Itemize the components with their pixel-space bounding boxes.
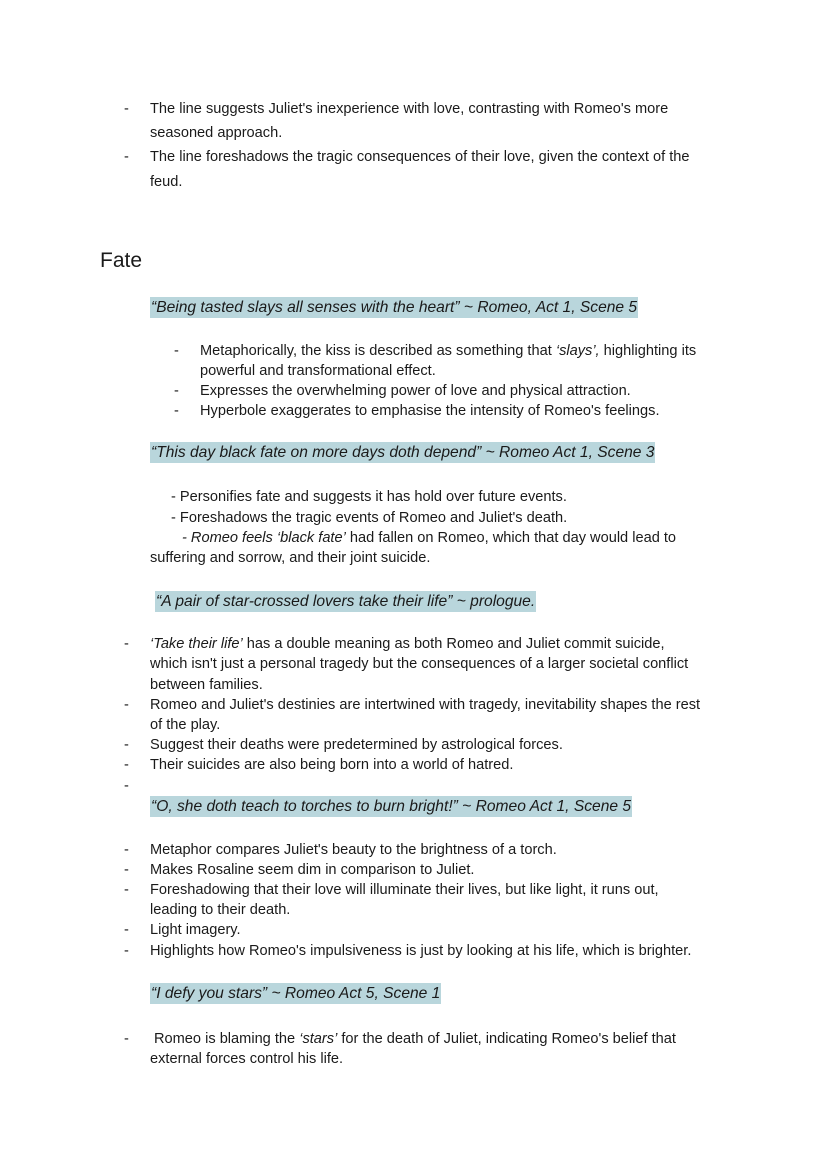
- section-heading: Fate: [100, 249, 143, 272]
- bullet-text: seasoned approach.: [150, 125, 283, 141]
- bullet-dash: -: [124, 697, 129, 713]
- paragraph-line: - Romeo feels ‘black fate’ had fallen on Romeo, which that day would lead to: [182, 530, 677, 546]
- bullet-dash: -: [174, 343, 179, 359]
- bullet-text: feud.: [150, 174, 183, 190]
- bullet-text: Hyperbole exaggerates to emphasise the intensity of Romeo's feelings.: [200, 403, 660, 419]
- bullet-text: Expresses the overwhelming power of love and physical attraction.: [200, 383, 631, 399]
- emphasis: - Romeo feels ‘black fate’: [182, 530, 346, 546]
- bullet-dash: -: [124, 842, 129, 858]
- bullet-text: Romeo is blaming the ‘stars’ for the death of Juliet, indicating Romeo's belief that: [154, 1031, 676, 1047]
- bullet-text: Romeo and Juliet's destinies are intertwined with tragedy, inevitability shapes the rest: [150, 697, 701, 713]
- bullet-text: of the play.: [150, 717, 221, 733]
- bullet-text: Metaphor compares Juliet's beauty to the brightness of a torch.: [150, 842, 557, 858]
- bullet-text: Light imagery.: [150, 922, 241, 938]
- bullet-dash: -: [124, 757, 129, 773]
- emphasis: ‘stars’: [299, 1031, 338, 1047]
- bullet-dash: -: [124, 862, 129, 878]
- emphasis: ‘slays’,: [555, 343, 600, 359]
- paragraph-line: suffering and sorrow, and their joint suicide.: [150, 550, 431, 566]
- bullet-text: Their suicides are also being born into a world of hatred.: [150, 757, 514, 773]
- bullet-dash: -: [124, 778, 129, 794]
- paragraph-line: - Personifies fate and suggests it has hold over future events.: [171, 489, 567, 505]
- bullet-dash: -: [124, 636, 129, 652]
- quote-highlight: “A pair of star-crossed lovers take their life” ~ prologue.: [156, 593, 536, 610]
- bullet-text: The line foreshadows the tragic consequences of their love, given the context of the: [150, 149, 690, 165]
- bullet-text: which isn't just a personal tragedy but the consequences of a larger societal conflict: [150, 656, 689, 672]
- bullet-dash: -: [124, 737, 129, 753]
- bullet-dash: -: [124, 1031, 129, 1047]
- quote-highlight: “Being tasted slays all senses with the heart” ~ Romeo, Act 1, Scene 5: [151, 299, 638, 316]
- bullet-text: Suggest their deaths were predetermined by astrological forces.: [150, 737, 563, 753]
- quote-highlight: “O, she doth teach to torches to burn bright!” ~ Romeo Act 1, Scene 5: [151, 798, 632, 815]
- bullet-dash: -: [124, 922, 129, 938]
- bullet-dash: -: [124, 149, 129, 165]
- bullet-dash: -: [124, 882, 129, 898]
- bullet-dash: -: [174, 383, 179, 399]
- bullet-text: Foreshadowing that their love will illuminate their lives, but like light, it runs out,: [150, 882, 659, 898]
- bullet-text: between families.: [150, 677, 263, 693]
- bullet-text: Highlights how Romeo's impulsiveness is just by looking at his life, which is brighter.: [150, 943, 692, 959]
- bullet-text: leading to their death.: [150, 902, 291, 918]
- bullet-text: ‘Take their life’ has a double meaning as both Romeo and Juliet commit suicide,: [150, 636, 665, 652]
- quote-highlight: “This day black fate on more days doth depend” ~ Romeo Act 1, Scene 3: [151, 444, 655, 461]
- quote-highlight: “I defy you stars” ~ Romeo Act 5, Scene 1: [151, 985, 441, 1002]
- bullet-text: external forces control his life.: [150, 1051, 344, 1067]
- bullet-dash: -: [174, 403, 179, 419]
- emphasis: ‘Take their life’: [150, 636, 243, 652]
- paragraph-line: - Foreshadows the tragic events of Romeo and Juliet's death.: [171, 510, 568, 526]
- bullet-text: Metaphorically, the kiss is described as something that ‘slays’, highlighting its: [200, 343, 697, 359]
- bullet-text: Makes Rosaline seem dim in comparison to Juliet.: [150, 862, 475, 878]
- bullet-dash: -: [124, 101, 129, 117]
- bullet-text: The line suggests Juliet's inexperience with love, contrasting with Romeo's more: [150, 101, 669, 117]
- bullet-text: powerful and transformational effect.: [200, 363, 436, 379]
- bullet-dash: -: [124, 943, 129, 959]
